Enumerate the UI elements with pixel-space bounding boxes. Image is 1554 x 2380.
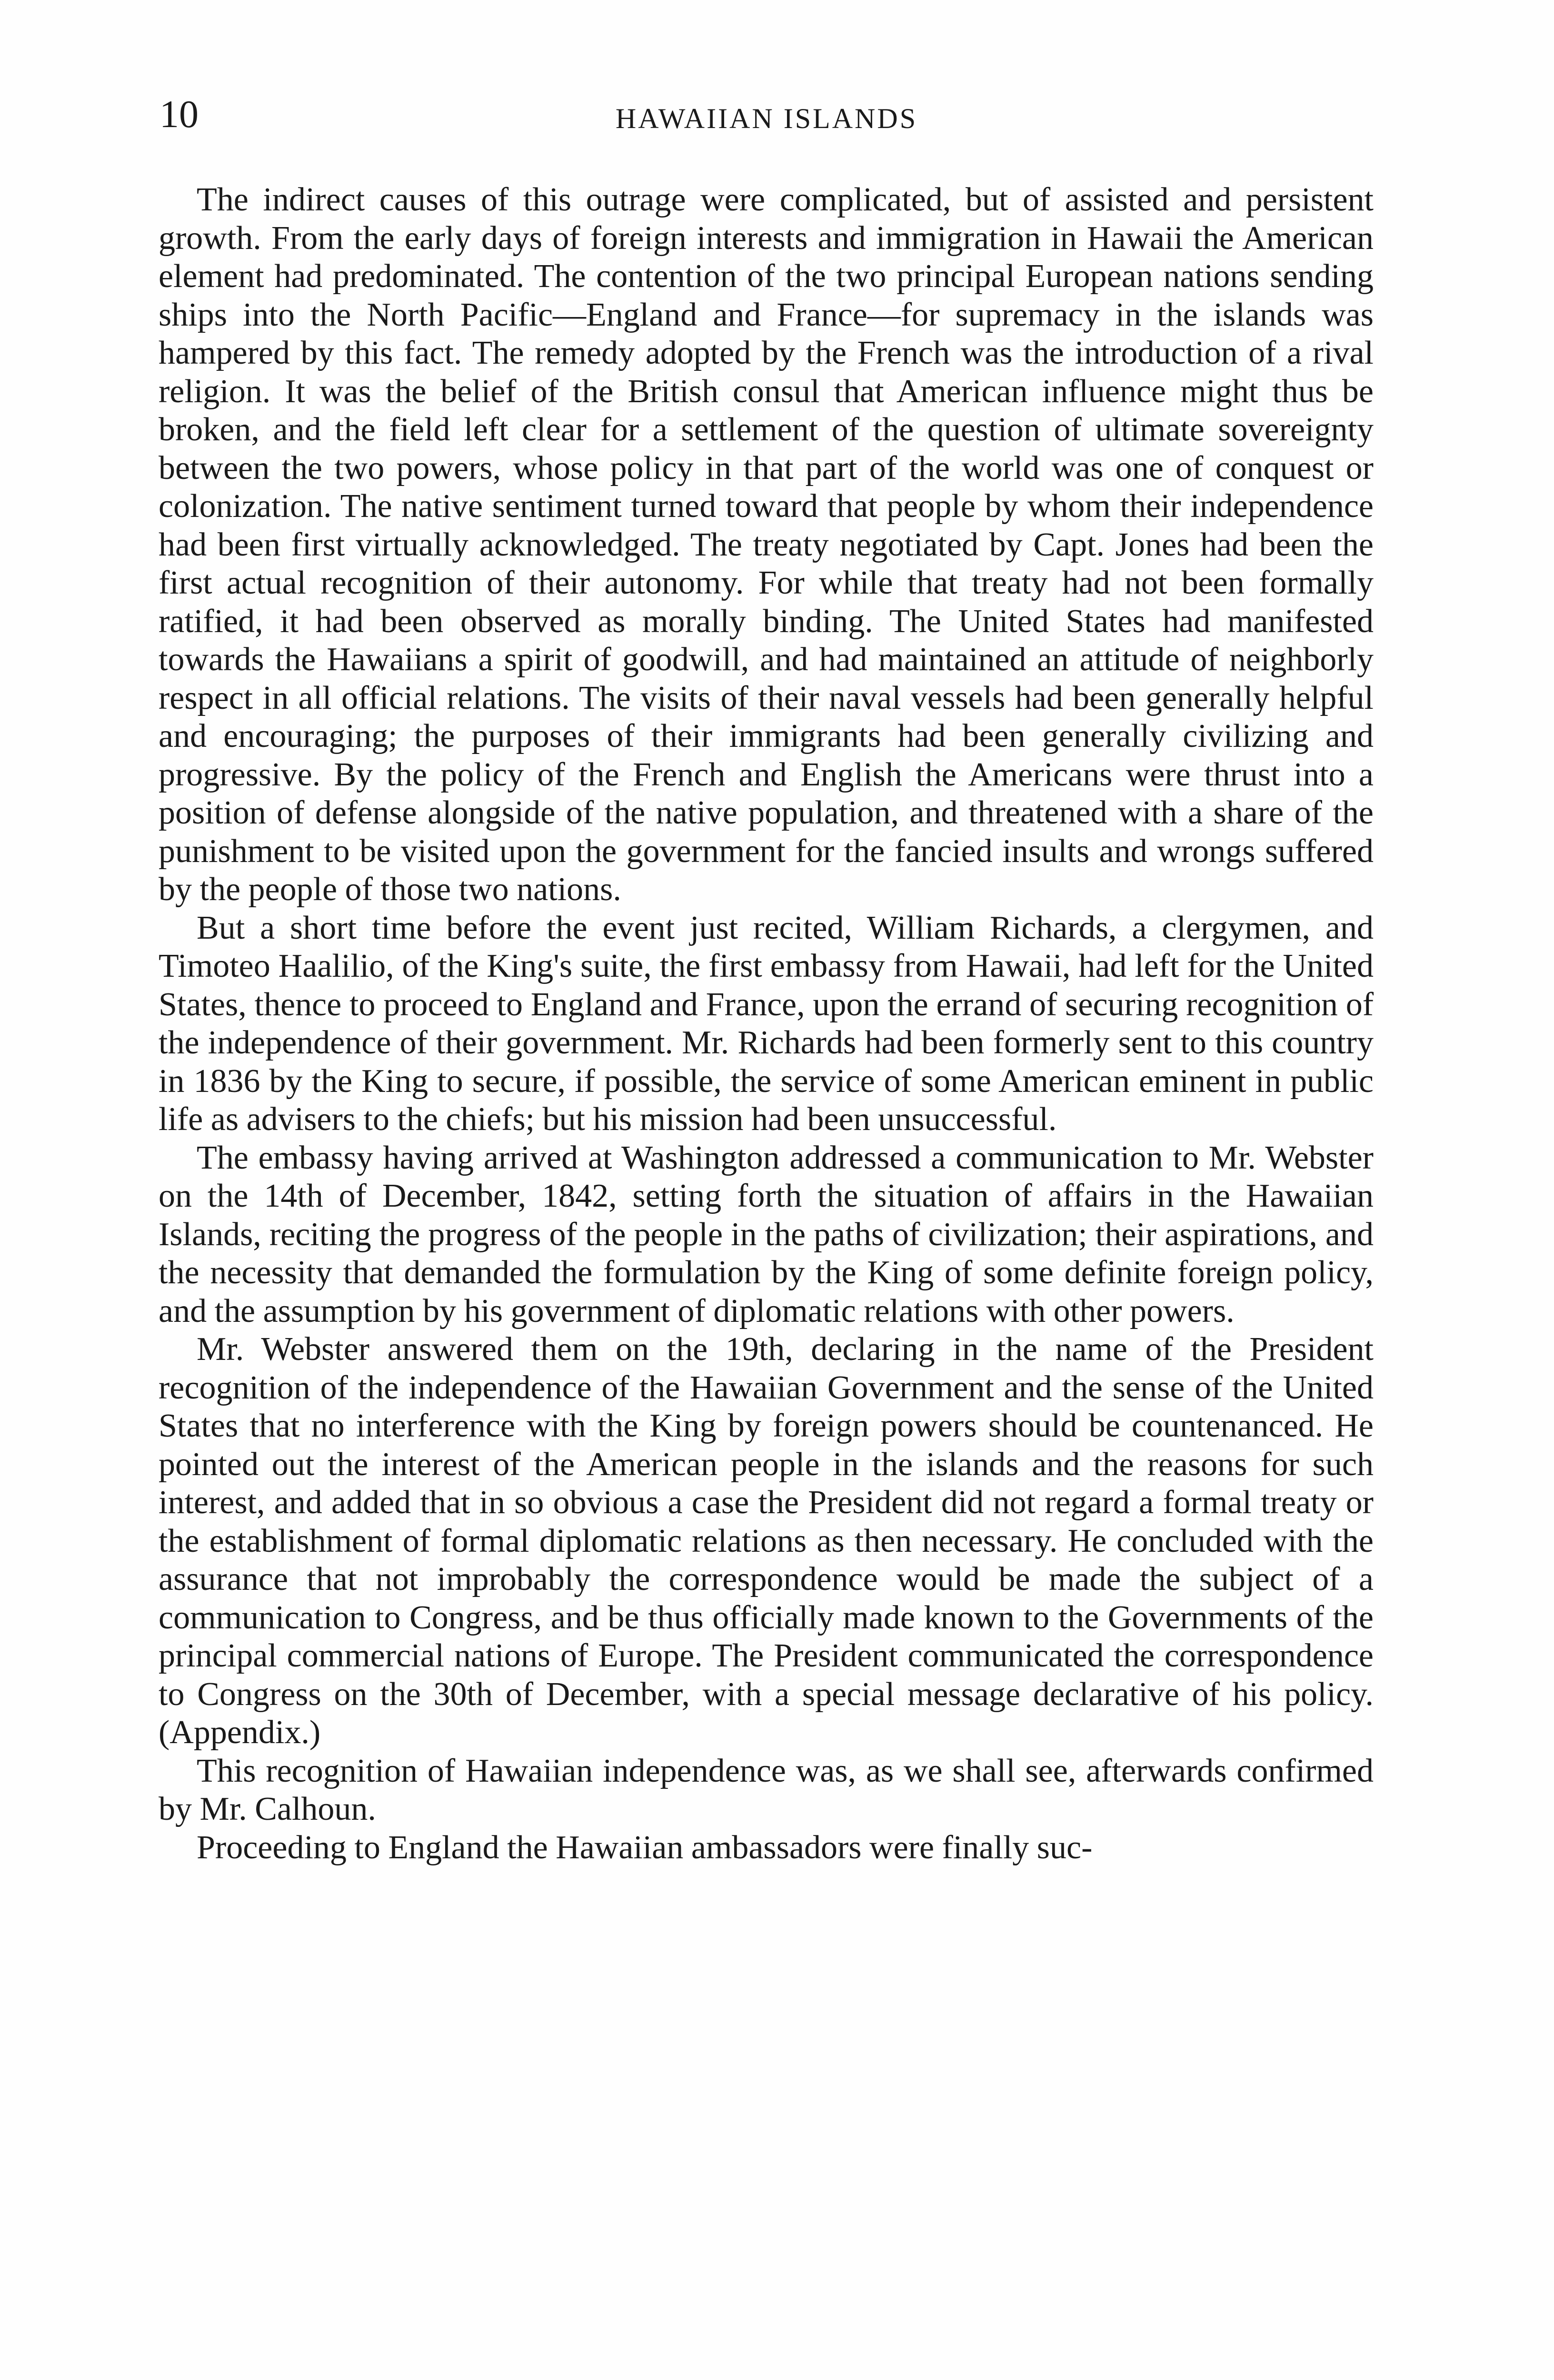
paragraph: But a short time before the event just recited, William Richards, a clergymen, and Timoteo Haalilio, of the King's suite, the first embassy from Hawaii, had left for the United States, thence to proceed to England and France, upon the errand of securing recognition of the independence of their government. Mr. Richards had been formerly sent to this country in 1836 by the King to secure, if possible, the service of some American eminent in public life as advisers to the chiefs; but his mission had been unsuccessful.: [159, 909, 1374, 1138]
paragraph: The indirect causes of this outrage were complicated, but of assisted and persistent growth. From the early days of foreign interests and immigration in Hawaii the American element had predominated. The contention of the two principal European nations sending ships into the North Pacific—England and France—for supremacy in the islands was hampered by this fact. The remedy adopted by the French was the introduction of a rival religion. It was the belief of the British consul that American influence might thus be broken, and the field left clear for a settlement of the question of ultimate sovereignty between the two powers, whose policy in that part of the world was one of conquest or colonization. The native sentiment turned toward that people by whom their independence had been first virtually acknowledged. The treaty negotiated by Capt. Jones had been the first actual recognition of their autonomy. For while that treaty had not been formally ratified, it had been observed as morally binding. The United States had manifested towards the Hawaiians a spirit of goodwill, and had maintained an attitude of neighborly respect in all official relations. The visits of their naval vessels had been generally helpful and encouraging; the purposes of their immigrants had been generally civilizing and progressive. By the policy of the French and English the Americans were thrust into a position of defense alongside of the native population, and threatened with a share of the punishment to be visited upon the government for the fancied insults and wrongs suffered by the people of those two nations.: [159, 181, 1374, 908]
paragraph: Proceeding to England the Hawaiian ambassadors were finally suc-: [197, 1829, 1093, 1866]
paragraph: This recognition of Hawaiian independence was, as we shall see, afterwards confirmed by Mr. Calhoun.: [159, 1752, 1374, 1827]
page-header: [159, 90, 1374, 148]
body-text: [159, 181, 1374, 1867]
running-title: HAWAIIAN ISLANDS: [615, 103, 918, 134]
paragraph: The embassy having arrived at Washington addressed a communication to Mr. Webster on the 14th of December, 1842, setting forth the situation of affairs in the Hawaiian Islands, reciting the progress of the people in the paths of civilization; their aspirations, and the necessity that demanded the formulation by the King of some definite foreign policy, and the assumption by his government of diplomatic relations with other powers.: [159, 1139, 1374, 1329]
paragraph: Mr. Webster answered them on the 19th, declaring in the name of the President recognition of the independence of the Hawaiian Government and the sense of the United States that no interference with the King by foreign powers should be countenanced. He pointed out the interest of the American people in the islands and the reasons for such interest, and added that in so obvious a case the President did not regard a formal treaty or the establishment of formal diplomatic relations as then necessary. He concluded with the assurance that not improbably the correspondence would be made the subject of a communication to Congress, and be thus officially made known to the Governments of the principal commercial nations of Europe. The President communicated the correspondence to Congress on the 30th of December, with a special message declarative of his policy. (Appendix.): [159, 1331, 1374, 1751]
page-number: 10: [159, 92, 199, 136]
